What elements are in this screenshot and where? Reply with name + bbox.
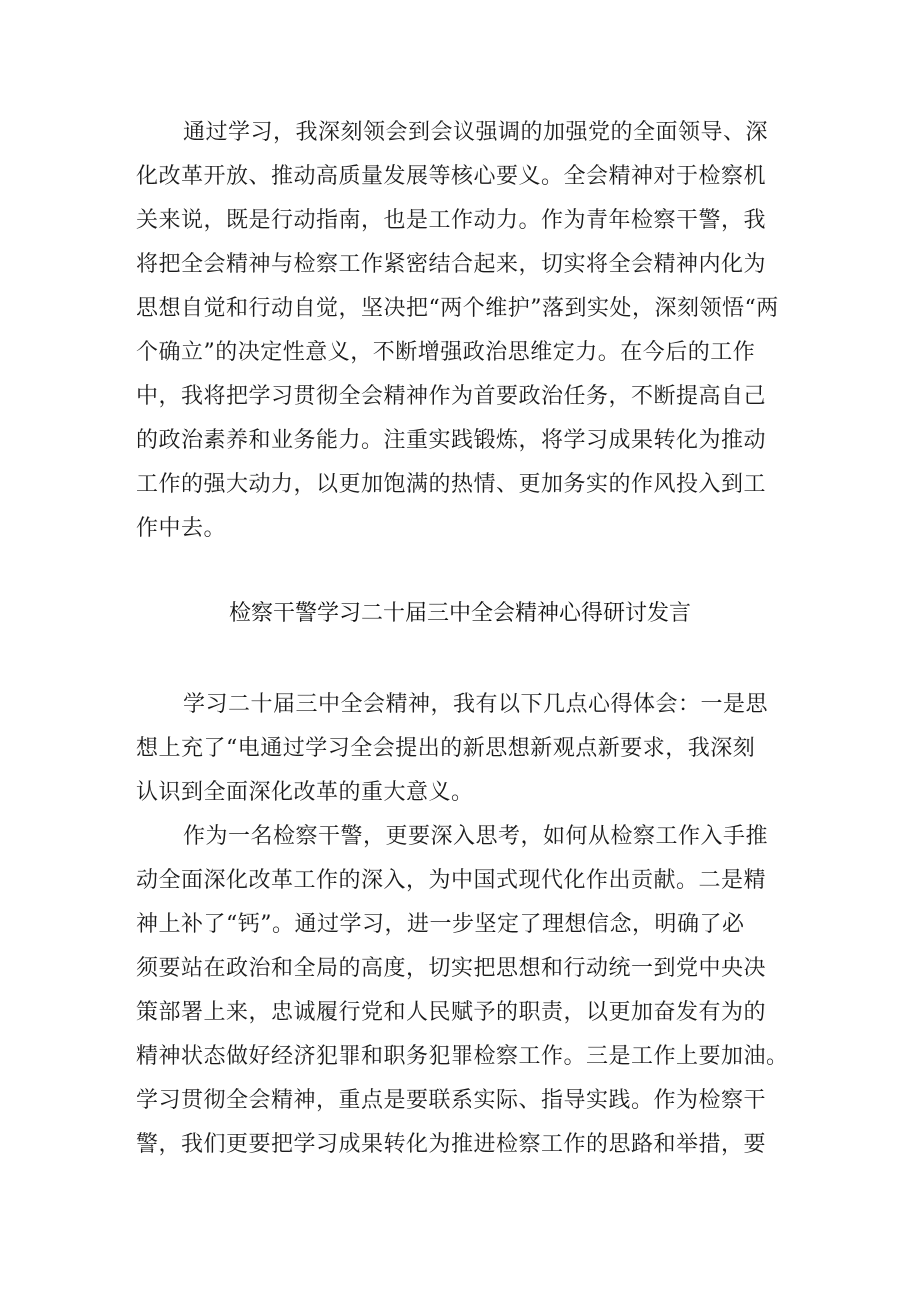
paragraph-line: 精神状态做好经济犯罪和职务犯罪检察工作。三是工作上要加油。 [136, 1044, 789, 1069]
paragraph-line: 作中去。 [136, 516, 227, 541]
paragraph-line: 动全面深化改革工作的深入，为中国式现代化作出贡献。二是精 [136, 868, 767, 893]
paragraph-line: 关来说，既是行动指南，也是工作动力。作为青年检察干警，我 [136, 208, 767, 233]
paragraph-line: 思想自觉和行动自觉，坚决把“两个维护”落到实处，深刻领悟“两 [136, 296, 779, 321]
article-title: 检察干警学习二十届三中全会精神心得研讨发言 [228, 601, 691, 626]
paragraph-line: 认识到全面深化改革的重大意义。 [136, 780, 474, 805]
paragraph-line: 策部署上来，忠诚履行党和人民赋予的职责，以更加奋发有为的 [136, 1000, 767, 1025]
paragraph-line: 工作的强大动力，以更加饱满的热情、更加务实的作风投入到工 [136, 472, 767, 497]
paragraph-line: 个确立”的决定性意义，不断增强政治思维定力。在今后的工作 [136, 340, 756, 365]
paragraph-line: 将把全会精神与检察工作紧密结合起来，切实将全会精神内化为 [136, 252, 767, 277]
paragraph-line: 中，我将把学习贯彻全会精神作为首要政治任务，不断提高自己 [136, 384, 767, 409]
paragraph-2 [136, 683, 796, 815]
paragraph-line: 的政治素养和业务能力。注重实践锻炼，将学习成果转化为推动 [136, 428, 767, 453]
paragraph-line: 化改革开放、推动高质量发展等核心要义。全会精神对于检察机 [136, 164, 767, 189]
paragraph-3 [136, 815, 796, 1167]
paragraph-line: 作为一名检察干警，更要深入思考，如何从检察工作入手推 [183, 824, 769, 849]
paragraph-line: 想上充了“电通过学习全会提出的新思想新观点新要求，我深刻 [136, 736, 756, 761]
paragraph-line: 学习贯彻全会精神，重点是要联系实际、指导实践。作为检察干 [136, 1088, 767, 1113]
paragraph-line: 须要站在政治和全局的高度，切实把思想和行动统一到党中央决 [136, 956, 767, 981]
paragraph-line: 警，我们更要把学习成果转化为推进检察工作的思路和举措，要 [136, 1132, 767, 1157]
paragraph-line: 学习二十届三中全会精神，我有以下几点心得体会：一是思 [183, 692, 769, 717]
paragraph-1 [136, 111, 796, 551]
paragraph-line: 神上补了“钙”。通过学习，进一步坚定了理想信念，明确了必 [136, 912, 745, 937]
paragraph-line: 通过学习，我深刻领会到会议强调的加强党的全面领导、深 [183, 120, 769, 145]
